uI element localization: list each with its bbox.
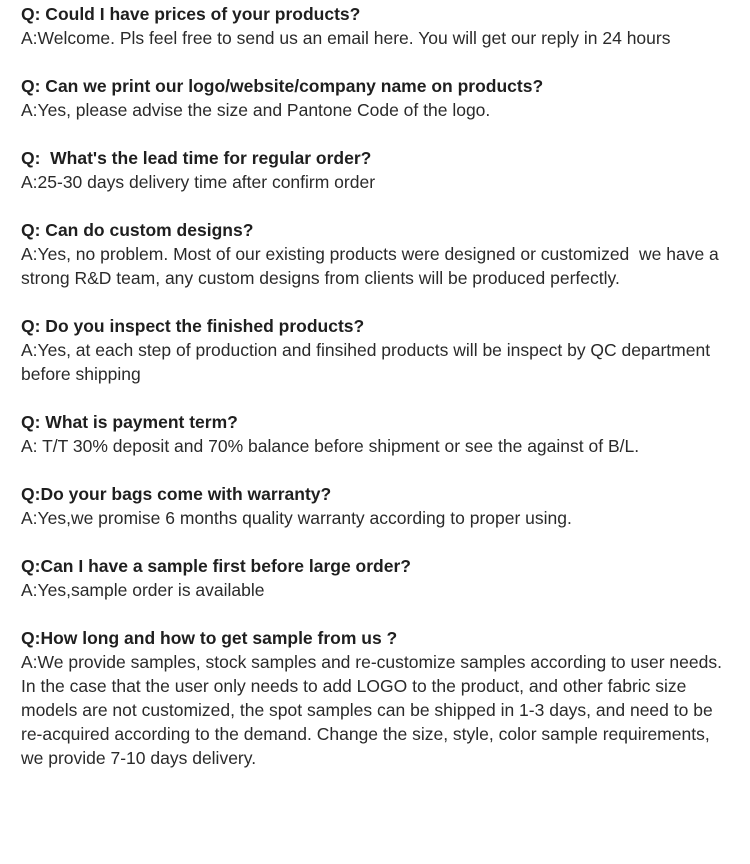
faq-answer: A:Yes, no problem. Most of our existing products were designed or customized we have a strong R&D team, any custom designs from clients will be produced perfectly. — [21, 244, 724, 288]
faq-answer: A: T/T 30% deposit and 70% balance before shipment or see the against of B/L. — [21, 436, 640, 456]
faq-item-prices — [21, 2, 736, 50]
faq-question: Q:Do your bags come with warranty? — [21, 484, 332, 504]
faq-item-warranty — [21, 482, 736, 530]
faq-item-sample-lead — [21, 626, 736, 770]
faq-answer: A:We provide samples, stock samples and re-customize samples according to user needs. In the case that the user only needs to add LOGO to the product, and other fabric size models are not customized, the spot samples can be shipped in 1-3 days, and need to be re-acquired according to the demand. Change the size, style, color sample requirements, we provide 7-10 days delivery. — [21, 652, 727, 768]
faq-question: Q: Can we print our logo/website/company name on products? — [21, 76, 544, 96]
faq-answer: A:Yes, at each step of production and finsihed products will be inspect by QC department before shipping — [21, 340, 715, 384]
faq-item-lead-time — [21, 146, 736, 194]
faq-question: Q: Could I have prices of your products? — [21, 4, 361, 24]
faq-question: Q:How long and how to get sample from us ? — [21, 628, 398, 648]
faq-answer: A:Yes,sample order is available — [21, 580, 265, 600]
faq-question: Q: Do you inspect the finished products? — [21, 316, 365, 336]
faq-list — [21, 2, 736, 794]
faq-question: Q: What's the lead time for regular order? — [21, 148, 372, 168]
faq-answer: A:Yes,we promise 6 months quality warranty according to proper using. — [21, 508, 572, 528]
faq-item-payment-term — [21, 410, 736, 458]
faq-question: Q: What is payment term? — [21, 412, 238, 432]
faq-answer: A:Welcome. Pls feel free to send us an email here. You will get our reply in 24 hours — [21, 28, 671, 48]
faq-answer: A:25-30 days delivery time after confirm order — [21, 172, 376, 192]
faq-question: Q:Can I have a sample first before large order? — [21, 556, 411, 576]
faq-item-sample-first — [21, 554, 736, 602]
faq-item-inspection — [21, 314, 736, 386]
faq-answer: A:Yes, please advise the size and Pantone Code of the logo. — [21, 100, 491, 120]
faq-item-logo-print — [21, 74, 736, 122]
faq-question: Q: Can do custom designs? — [21, 220, 254, 240]
faq-item-custom-designs — [21, 218, 736, 290]
